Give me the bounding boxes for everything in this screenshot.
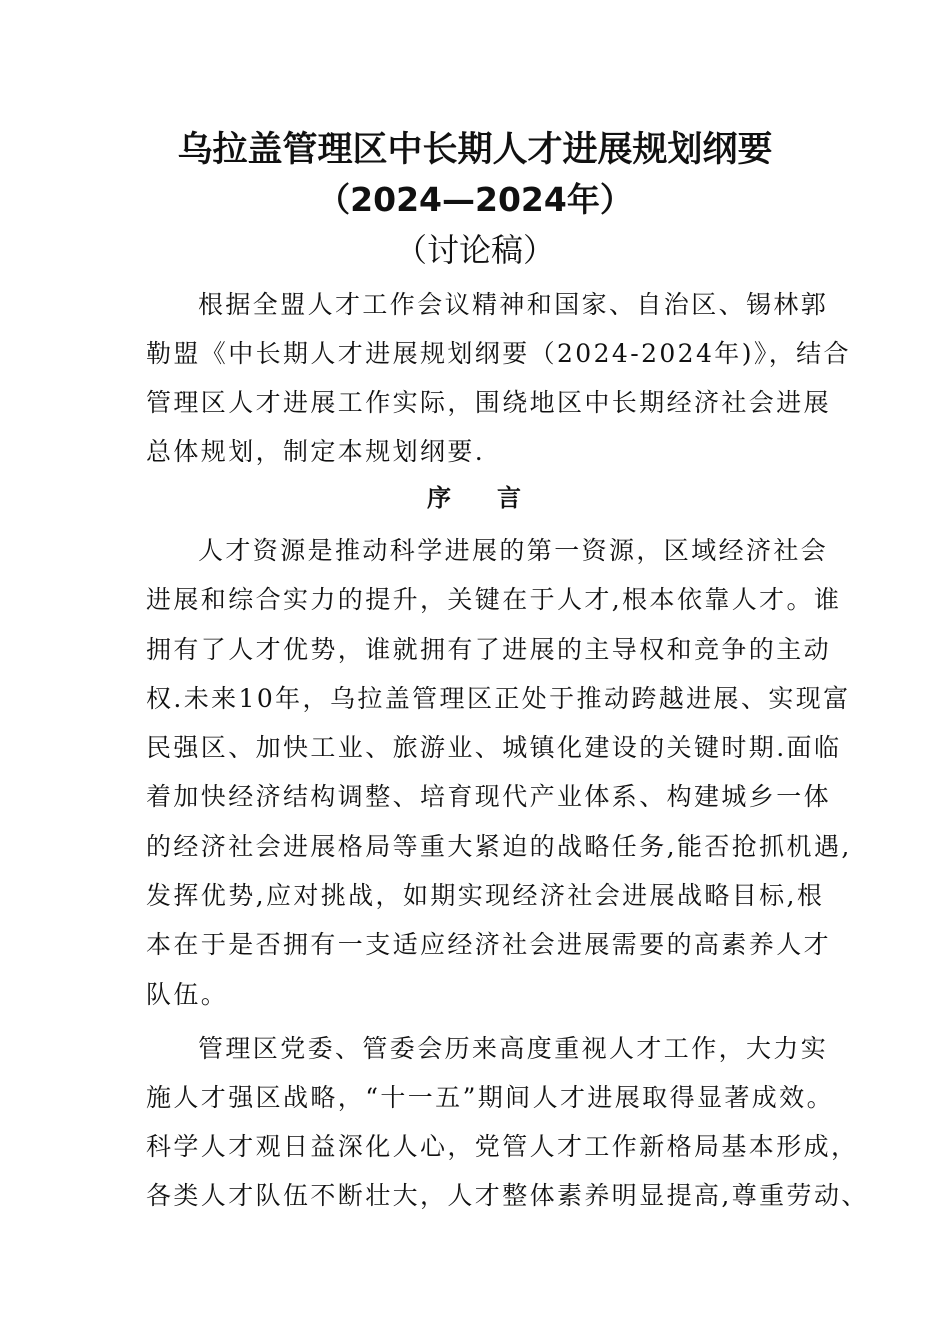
preface-paragraph <box>146 526 852 1019</box>
text-line: 民强区、加快工业、旅游业、城镇化建设的关键时期.面临 <box>146 733 842 763</box>
text-line: 队伍。 <box>146 979 229 1009</box>
intro-paragraph <box>146 280 851 476</box>
text-line: 各类人才队伍不断壮大，人才整体素养明显提高,尊重劳动、 <box>146 1181 869 1210</box>
text-line: 勒盟《中长期人才进展规划纲要（2024-2024年)》，结合 <box>146 339 851 368</box>
text-line: 拥有了人才优势，谁就拥有了进展的主导权和竞争的主动 <box>146 634 832 664</box>
heading-char: 序 <box>427 484 453 512</box>
text-line: 根据全盟人才工作会议精神和国家、自治区、锡林郭 <box>198 290 829 319</box>
text-line: 发挥优势,应对挑战，如期实现经济社会进展战略目标,根 <box>146 881 825 911</box>
text-line: 施人才强区战略，“十一五”期间人才进展取得显著成效。 <box>146 1083 834 1112</box>
document-title: 乌拉盖管理区中长期人才进展规划纲要 <box>177 130 773 170</box>
text-line: 进展和综合实力的提升，关键在于人才,根本依靠人才。谁 <box>146 585 842 615</box>
section-heading-preface <box>0 476 950 520</box>
text-line: 人才资源是推动科学进展的第一资源，区域经济社会 <box>198 536 829 565</box>
text-line: 的经济社会进展格局等重大紧迫的战略任务,能否抢抓机遇, <box>146 831 852 861</box>
document-title-years: （2024—2024年） <box>317 180 633 219</box>
text-line: 权.未来10年，乌拉盖管理区正处于推动跨越进展、实现富 <box>146 683 851 713</box>
body-paragraph <box>146 1024 869 1220</box>
text-line: 着加快经济结构调整、培育现代产业体系、构建城乡一体 <box>146 782 832 812</box>
text-line: 本在于是否拥有一支适应经济社会进展需要的高素养人才 <box>146 930 832 960</box>
text-line: 管理区人才进展工作实际，围绕地区中长期经济社会进展 <box>146 388 832 417</box>
text-line: 科学人才观日益深化人心，党管人才工作新格局基本形成， <box>146 1132 859 1161</box>
text-line: 管理区党委、管委会历来高度重视人才工作，大力实 <box>198 1034 829 1063</box>
document-draft-label: （讨论稿） <box>394 231 555 269</box>
text-line: 总体规划，制定本规划纲要. <box>146 437 486 466</box>
heading-char: 言 <box>497 484 523 512</box>
